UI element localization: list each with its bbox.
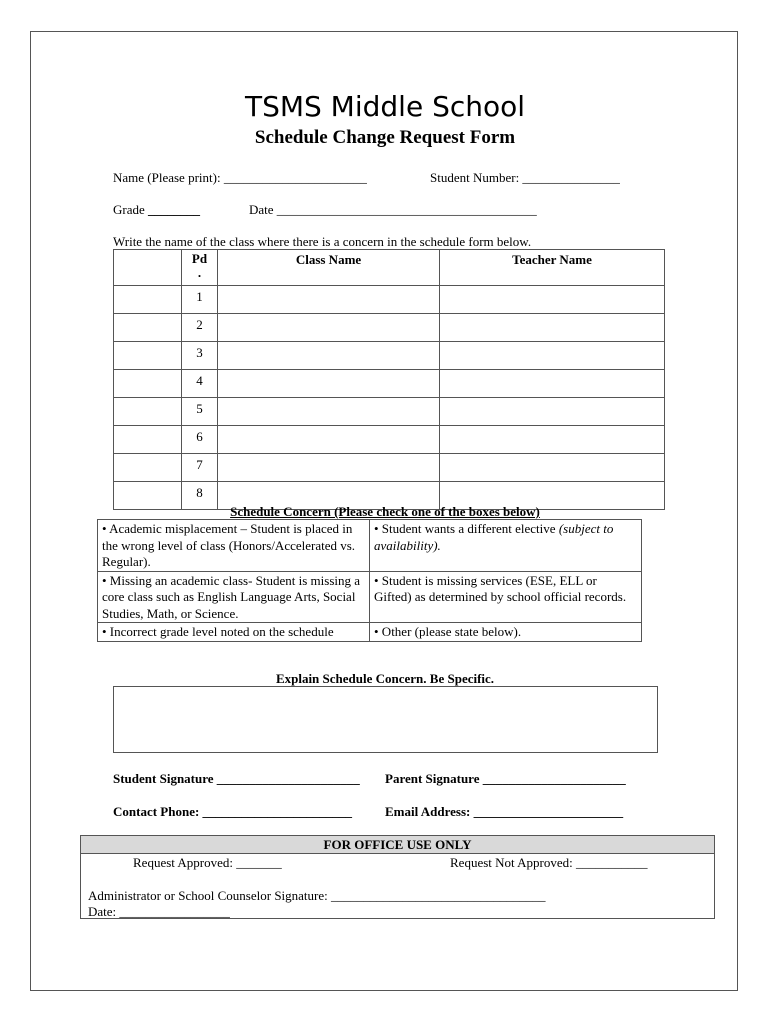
concern-title: Schedule Concern (Please check one of the boxes below): [230, 504, 540, 519]
student-number-field[interactable]: Student Number: _______________: [430, 170, 620, 185]
table-row: [114, 398, 665, 426]
row-notes-cell[interactable]: [114, 426, 182, 454]
request-not-approved-field[interactable]: Request Not Approved: ___________: [450, 855, 648, 870]
concern-option-text: • Student wants a different elective: [374, 521, 559, 536]
concern-option-note: (subject to availability).: [374, 521, 614, 553]
teacher-name-cell[interactable]: [440, 314, 665, 342]
header-period: Pd .: [182, 250, 218, 286]
teacher-name-cell[interactable]: [440, 426, 665, 454]
form-title: Schedule Change Request Form: [254, 127, 516, 148]
concern-option[interactable]: [370, 520, 642, 572]
teacher-name-cell[interactable]: [440, 454, 665, 482]
concern-row: [98, 623, 642, 642]
explain-title: Explain Schedule Concern. Be Specific.: [275, 671, 495, 686]
period-number: 8: [182, 482, 218, 510]
teacher-name-cell[interactable]: [440, 398, 665, 426]
concern-row: [98, 520, 642, 572]
period-number: 4: [182, 370, 218, 398]
grade-blank: ________: [148, 202, 201, 217]
period-number: 6: [182, 426, 218, 454]
table-row: [114, 426, 665, 454]
class-name-cell[interactable]: [218, 426, 440, 454]
row-notes-cell[interactable]: [114, 454, 182, 482]
header-teacher-name: Teacher Name: [440, 250, 665, 286]
name-field[interactable]: Name (Please print): ______________________: [113, 170, 367, 185]
class-table-header: [114, 250, 665, 286]
student-signature-field[interactable]: Student Signature ______________________: [113, 771, 360, 786]
request-approved-field[interactable]: Request Approved: _______: [133, 855, 282, 870]
period-number: 7: [182, 454, 218, 482]
grade-label: Grade: [113, 202, 149, 217]
period-number: 1: [182, 286, 218, 314]
class-name-cell[interactable]: [218, 398, 440, 426]
period-number: 2: [182, 314, 218, 342]
admin-signature-field[interactable]: Administrator or School Counselor Signature: _________________________________: [88, 888, 546, 903]
class-name-cell[interactable]: [218, 370, 440, 398]
table-instructions: Write the name of the class where there is a concern in the schedule form below.: [113, 234, 532, 249]
table-row: [114, 370, 665, 398]
office-use-box: [80, 835, 715, 919]
table-row: [114, 454, 665, 482]
contact-phone-field[interactable]: Contact Phone: _______________________: [113, 804, 353, 819]
concern-table: [97, 519, 642, 642]
class-name-cell[interactable]: [218, 342, 440, 370]
class-name-cell[interactable]: [218, 314, 440, 342]
period-number: 3: [182, 342, 218, 370]
table-row: [114, 286, 665, 314]
table-row: [114, 314, 665, 342]
class-table: [113, 249, 665, 510]
explain-textbox[interactable]: [113, 686, 658, 753]
email-field[interactable]: Email Address: _______________________: [385, 804, 624, 819]
class-name-cell[interactable]: [218, 454, 440, 482]
concern-option[interactable]: • Other (please state below).: [370, 623, 642, 642]
class-name-cell[interactable]: [218, 286, 440, 314]
teacher-name-cell[interactable]: [440, 286, 665, 314]
grade-field[interactable]: [113, 202, 200, 218]
row-notes-cell[interactable]: [114, 314, 182, 342]
school-title: TSMS Middle School: [244, 90, 526, 123]
row-notes-cell[interactable]: [114, 370, 182, 398]
concern-option[interactable]: • Student is missing services (ESE, ELL or Gifted) as determined by school official records.: [370, 571, 642, 623]
concern-row: [98, 571, 642, 623]
row-notes-cell[interactable]: [114, 342, 182, 370]
header-blank: [114, 250, 182, 286]
header-class-name: Class Name: [218, 250, 440, 286]
period-number: 5: [182, 398, 218, 426]
office-heading: FOR OFFICE USE ONLY: [81, 836, 714, 854]
concern-option[interactable]: • Missing an academic class- Student is missing a core class such as English Language Arts, Social Studies, Math, or Science.: [98, 571, 370, 623]
concern-option[interactable]: • Academic misplacement – Student is placed in the wrong level of class (Honors/Accelerated vs. Regular).: [98, 520, 370, 572]
date-field[interactable]: Date ________________________________________: [249, 202, 537, 217]
parent-signature-field[interactable]: Parent Signature ______________________: [385, 771, 626, 786]
office-date-field[interactable]: Date: _________________: [88, 904, 230, 919]
row-notes-cell[interactable]: [114, 398, 182, 426]
table-row: [114, 342, 665, 370]
row-notes-cell[interactable]: [114, 286, 182, 314]
teacher-name-cell[interactable]: [440, 370, 665, 398]
concern-option[interactable]: • Incorrect grade level noted on the schedule: [98, 623, 370, 642]
teacher-name-cell[interactable]: [440, 342, 665, 370]
